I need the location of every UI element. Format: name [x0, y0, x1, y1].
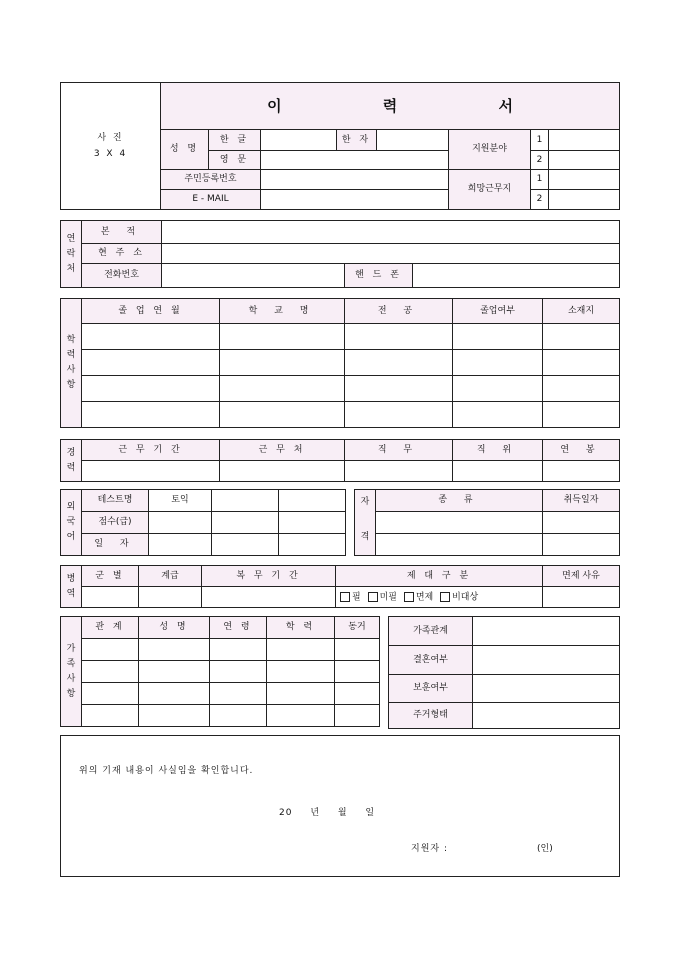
education-section-char: 력: [66, 350, 76, 360]
discharge-option-label: 필: [352, 592, 361, 603]
domicile-label: 본 적: [82, 221, 162, 244]
license-date-label: 취득일자: [543, 490, 620, 512]
discharge-checkbox[interactable]: [404, 592, 414, 602]
military-exempt-label: 면제 사유: [543, 566, 620, 587]
family-relation-field[interactable]: [473, 617, 620, 646]
veteran-status-field[interactable]: [473, 675, 620, 703]
contact-section-char: 락: [66, 248, 76, 259]
desired-location-2-num: 2: [531, 190, 549, 210]
family-relation-label: 가족관계: [389, 617, 473, 646]
family-section-char: 사: [66, 673, 76, 684]
education-col-location: 소재지: [543, 299, 620, 324]
housing-type-field[interactable]: [473, 703, 620, 729]
contact-section-label: [61, 221, 82, 288]
hanja-label: 한 자: [337, 130, 377, 151]
military-section-label: [61, 566, 82, 608]
discharge-option-label: 면제: [415, 592, 434, 603]
education-section-char: 사: [66, 365, 76, 375]
confirmation-statement: 위의 기재 내용이 사실임을 확인합니다.: [79, 766, 254, 776]
career-col-duty: 직 무: [345, 440, 453, 461]
education-section-char: 학: [66, 335, 76, 345]
contact-section-char: 연: [66, 233, 76, 244]
housing-type-label: 주거형태: [389, 703, 473, 729]
family-section-label: [61, 617, 82, 727]
desired-location-1-num: 1: [531, 170, 549, 190]
family-col-education: 학 력: [267, 617, 335, 639]
career-col-salary: 연 봉: [543, 440, 620, 461]
family-section-char: 족: [66, 658, 76, 669]
apply-field-2-num: 2: [531, 151, 549, 170]
desired-location-2-field[interactable]: [549, 190, 620, 210]
address-label: 현 주 소: [82, 244, 162, 264]
discharge-checkbox[interactable]: [340, 592, 350, 602]
family-section-char: 항: [66, 688, 76, 699]
family-section-char: 가: [66, 643, 76, 654]
education-col-school: 학 교 명: [220, 299, 345, 324]
table-row: [61, 705, 380, 727]
apply-field-1-field[interactable]: [549, 130, 620, 151]
hangul-name-field[interactable]: [261, 130, 337, 151]
family-col-name: 성 명: [139, 617, 210, 639]
email-field[interactable]: [261, 190, 449, 210]
license-section-label: [355, 490, 376, 556]
id-number-field[interactable]: [261, 170, 449, 190]
contact-table: [60, 220, 620, 288]
career-section-char: 경: [66, 447, 76, 458]
career-col-period: 근 무 기 간: [82, 440, 220, 461]
table-row: [61, 639, 380, 661]
discharge-options: [336, 587, 543, 608]
military-rank-label: 계급: [139, 566, 202, 587]
education-table: [60, 298, 620, 428]
hangul-label: 한 글: [209, 130, 261, 151]
family-col-relation: 관 계: [82, 617, 139, 639]
family-col-cohabit: 동거: [335, 617, 380, 639]
phone-field[interactable]: [162, 264, 345, 288]
language-score-label: 점수(급): [82, 512, 149, 534]
personal-info-table: [60, 82, 620, 210]
license-section-char: 격: [360, 532, 370, 542]
career-table: [60, 439, 620, 482]
marital-status-field[interactable]: [473, 646, 620, 675]
table-row: [61, 376, 620, 402]
photo-label: 사 진: [97, 133, 124, 143]
career-section-char: 력: [66, 462, 76, 473]
desired-location-1-field[interactable]: [549, 170, 620, 190]
education-section-char: 항: [66, 380, 76, 390]
apply-field-1-num: 1: [531, 130, 549, 151]
education-col-status: 졸업여부: [453, 299, 543, 324]
military-section-char: 병: [66, 573, 76, 584]
military-section-char: 역: [66, 588, 76, 599]
phone-label: 전화번호: [82, 264, 162, 288]
language-section-char: 어: [66, 532, 76, 542]
id-number-label: 주민등록번호: [161, 170, 261, 190]
table-row: [355, 534, 620, 556]
language-table: [60, 489, 346, 556]
family-col-age: 연 령: [210, 617, 267, 639]
career-section-label: [61, 440, 82, 482]
discharge-checkbox[interactable]: [368, 592, 378, 602]
language-section-char: 외: [66, 502, 76, 512]
veteran-status-label: 보훈여부: [389, 675, 473, 703]
education-section-label: [61, 299, 82, 428]
military-table: [60, 565, 620, 608]
table-row: [61, 324, 620, 350]
seal-mark[interactable]: (인): [537, 844, 553, 854]
table-row: [61, 350, 620, 376]
discharge-option-label: 비대상: [452, 592, 479, 603]
applicant-label: 지원자 :: [411, 844, 448, 854]
language-date-label: 일 자: [82, 534, 149, 556]
mobile-field[interactable]: [413, 264, 620, 288]
english-name-field[interactable]: [261, 151, 449, 170]
signature-date: 20 년 월 일: [279, 808, 376, 818]
language-section-char: 국: [66, 517, 76, 527]
signature-box: [60, 735, 620, 877]
contact-section-char: 처: [66, 263, 76, 274]
education-col-major: 전 공: [345, 299, 453, 324]
email-label: E - MAIL: [161, 190, 261, 210]
license-section-char: 자: [360, 497, 370, 507]
table-row: [61, 402, 620, 428]
table-row: [355, 512, 620, 534]
career-col-company: 근 무 처: [220, 440, 345, 461]
education-col-graduation: 졸 업 연 월: [82, 299, 220, 324]
apply-field-label: 지원분야: [449, 130, 531, 170]
page-title: 이 력 서: [161, 83, 620, 130]
marital-status-label: 결혼여부: [389, 646, 473, 675]
table-row: [61, 683, 380, 705]
hanja-name-field[interactable]: [377, 130, 449, 151]
apply-field-2-field[interactable]: [549, 151, 620, 170]
language-section-label: [61, 490, 82, 556]
career-col-position: 직 위: [453, 440, 543, 461]
discharge-option-label: 미필: [379, 592, 397, 603]
english-label: 영 문: [209, 151, 261, 170]
language-toeic: 토익: [149, 490, 212, 512]
language-test-label: 테스트명: [82, 490, 149, 512]
domicile-field[interactable]: [162, 221, 620, 244]
desired-location-label: 희망근무지: [449, 170, 531, 210]
discharge-checkbox[interactable]: [440, 592, 450, 602]
family-table: [60, 616, 380, 727]
military-period-label: 복 무 기 간: [202, 566, 336, 587]
family-info-table: [388, 616, 620, 729]
license-table: [354, 489, 620, 556]
table-row: [61, 661, 380, 683]
military-discharge-label: 제 대 구 분: [336, 566, 543, 587]
table-row: [61, 461, 620, 482]
name-label: 성 명: [161, 130, 209, 170]
photo-size: 3 X 4: [93, 149, 128, 159]
military-branch-label: 군 별: [82, 566, 139, 587]
photo-box: [61, 83, 161, 210]
address-field[interactable]: [162, 244, 620, 264]
mobile-label: 핸 드 폰: [345, 264, 413, 288]
license-type-label: 종 류: [376, 490, 543, 512]
